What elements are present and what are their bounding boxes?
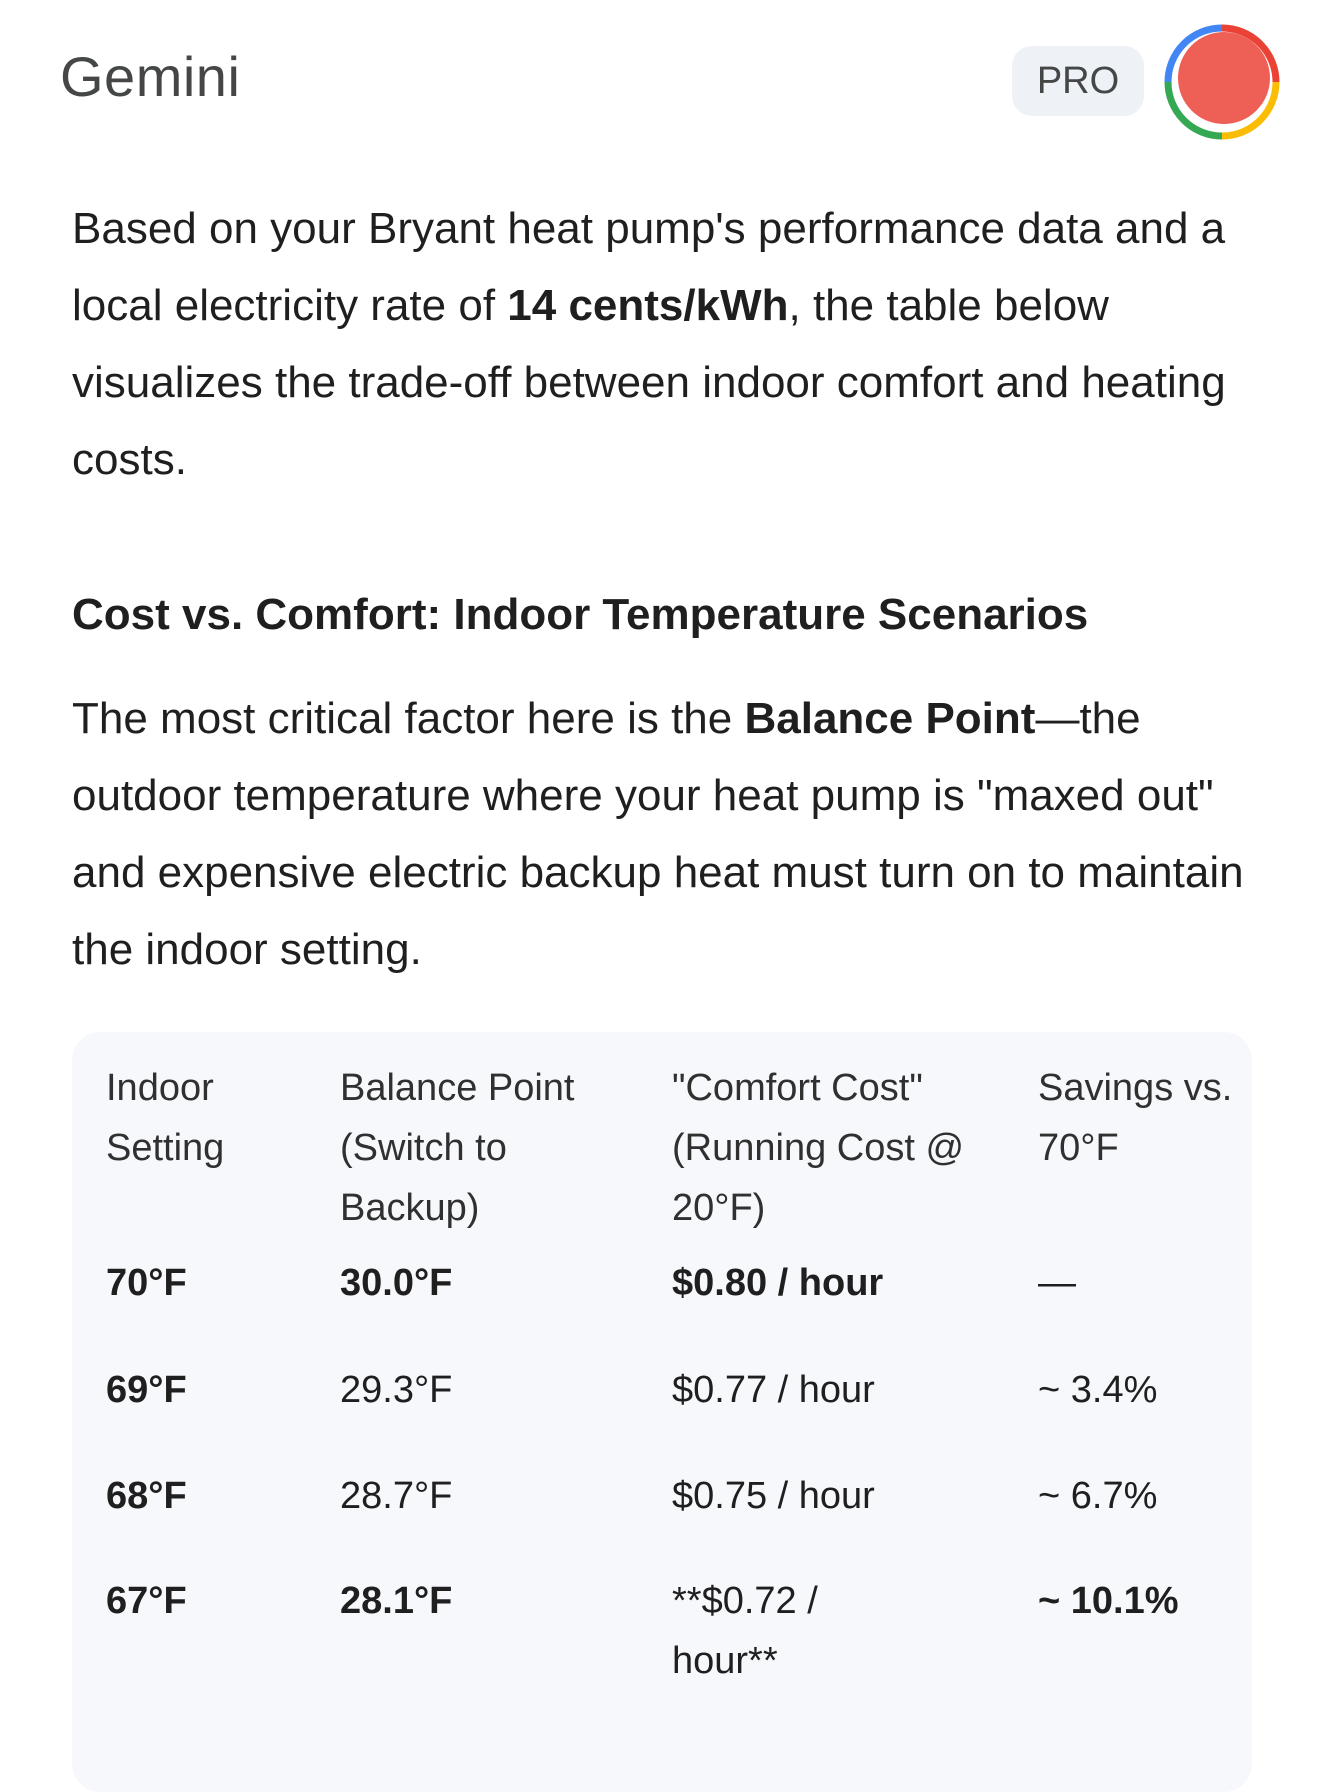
intro-text-2: , the table below visualizes the trade-off between indoor comfort and heating costs. bbox=[72, 281, 1226, 484]
table-cell-cost: $0.77 / hour bbox=[672, 1369, 875, 1411]
table-cell-balance: 28.1°F bbox=[340, 1580, 453, 1622]
table-cell-savings: — bbox=[1038, 1262, 1076, 1304]
app-title: Gemini bbox=[60, 45, 241, 108]
intro-paragraph bbox=[72, 190, 1272, 498]
balance-text-1: The most critical factor here is the bbox=[72, 694, 745, 743]
table-cell-balance: 29.3°F bbox=[340, 1369, 453, 1411]
table-cell-savings: ~ 3.4% bbox=[1038, 1369, 1158, 1411]
table-cell-cost: $0.75 / hour bbox=[672, 1475, 875, 1517]
pro-badge-button[interactable]: PRO bbox=[1012, 46, 1144, 116]
table-cell-savings: ~ 6.7% bbox=[1038, 1475, 1158, 1517]
table-cell-indoor: 68°F bbox=[106, 1475, 187, 1517]
intro-text-1: Based on your Bryant heat pump's performance data and a local electricity rate of bbox=[72, 204, 1226, 330]
section-heading: Cost vs. Comfort: Indoor Temperature Scenarios bbox=[72, 590, 1089, 639]
account-avatar[interactable] bbox=[1162, 22, 1282, 142]
top-bar bbox=[0, 0, 1344, 160]
avatar-ring-icon bbox=[1162, 22, 1282, 142]
balance-point-term: Balance Point bbox=[744, 694, 1036, 743]
balance-point-paragraph bbox=[72, 680, 1272, 988]
table-header-cost: "Comfort Cost" (Running Cost @ 20°F) bbox=[672, 1067, 965, 1229]
table-cell-indoor: 67°F bbox=[106, 1580, 187, 1622]
scenarios-table bbox=[72, 1032, 1252, 1792]
balance-text-2: —the outdoor temperature where your heat pump is "maxed out" and expensive electric backup heat must turn on to maintain the indoor setting. bbox=[72, 694, 1244, 974]
electricity-rate: 14 cents/kWh bbox=[507, 281, 789, 330]
table-cell-cost: **$0.72 / hour** bbox=[672, 1580, 818, 1682]
table-header-indoor: Indoor Setting bbox=[106, 1067, 225, 1169]
table-header-balance: Balance Point (Switch to Backup) bbox=[340, 1067, 575, 1229]
table-cell-balance: 28.7°F bbox=[340, 1475, 453, 1517]
table-header-savings: Savings vs. 70°F bbox=[1038, 1067, 1233, 1169]
table-cell-balance: 30.0°F bbox=[340, 1262, 453, 1304]
table-cell-indoor: 69°F bbox=[106, 1369, 187, 1411]
table-cell-indoor: 70°F bbox=[106, 1262, 187, 1304]
table-cell-cost: $0.80 / hour bbox=[672, 1262, 884, 1304]
table-cell-savings: ~ 10.1% bbox=[1038, 1580, 1179, 1622]
intro-paragraph-container bbox=[72, 190, 1272, 498]
